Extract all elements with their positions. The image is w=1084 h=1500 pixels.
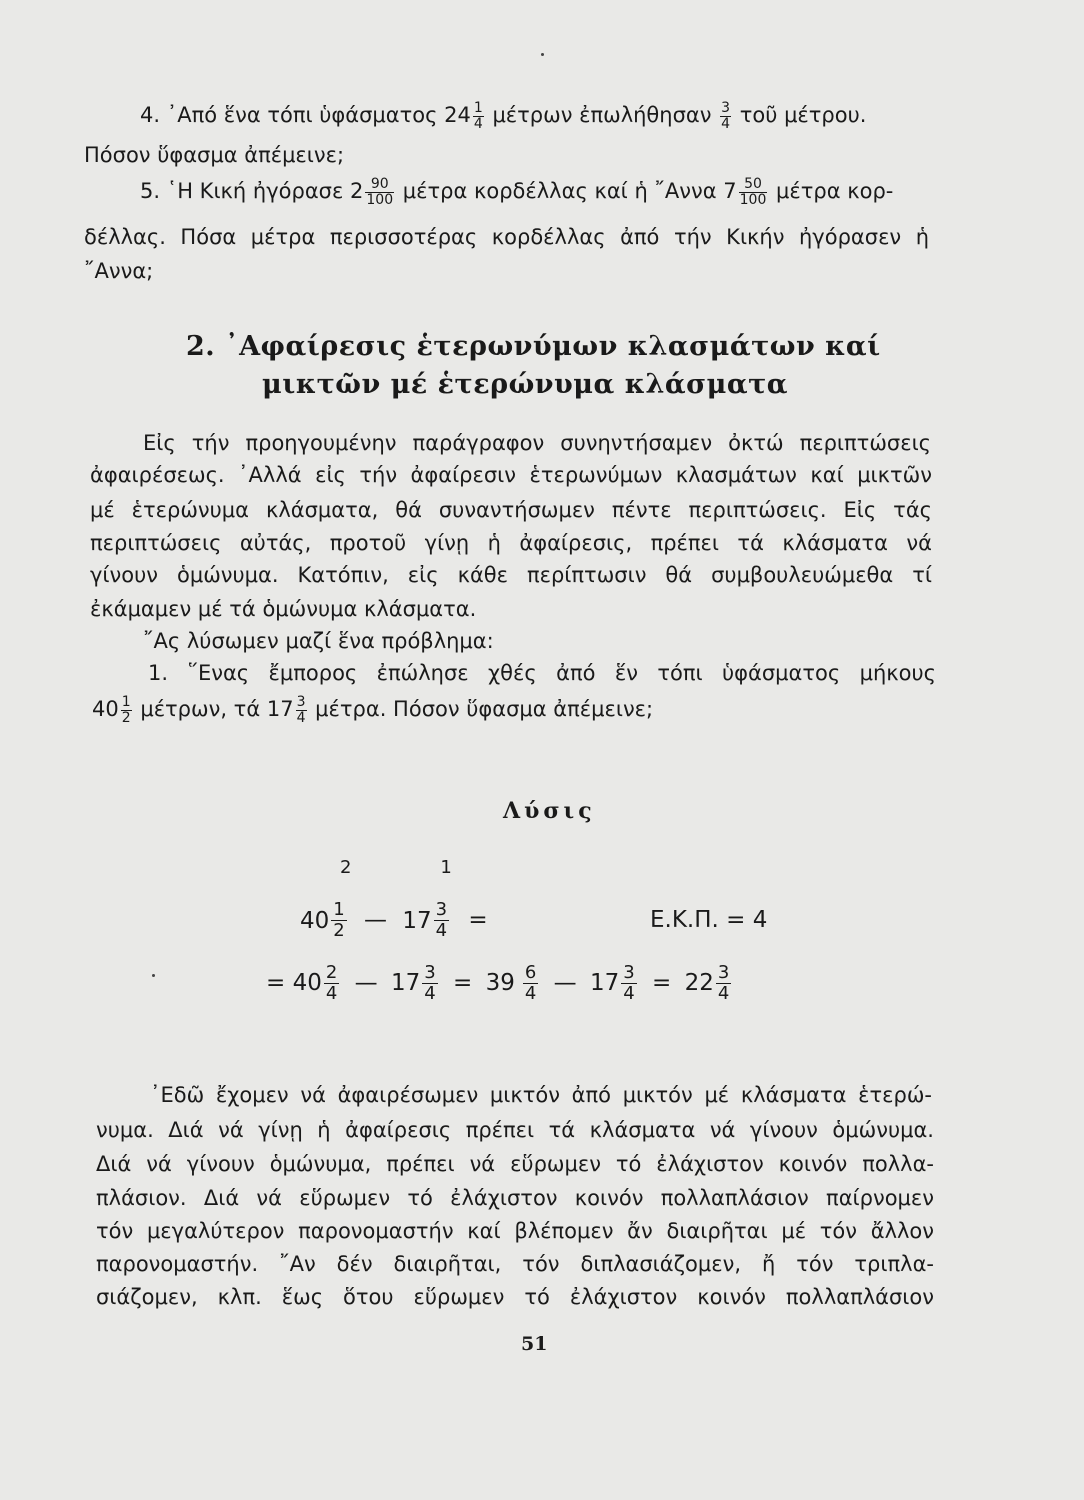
whole-part: 40	[92, 697, 119, 721]
exercise-4-line-1	[140, 100, 866, 132]
explanation-line-7: σιάζομεν, κλπ. ἕως ὅτου εὕρωμεν τό ἐλάχιστον κοινόν πολλαπλάσιον	[96, 1285, 934, 1309]
minus-sign: —	[354, 970, 378, 996]
speck	[152, 974, 155, 977]
text-run: μέτρα κορ-	[769, 179, 894, 203]
whole-part: 17	[390, 970, 421, 996]
numerator: 3	[424, 962, 436, 983]
intro-line-1: Εἰς τήν προηγουμένην παράγραφον συνηντήσαμεν ὀκτώ περιπτώσεις	[143, 431, 931, 455]
explanation-line-1: ᾿Εδῶ ἔχομεν νά ἀφαιρέσωμεν μικτόν ἀπό μικτόν μέ κλάσματα ἑτερώ-	[150, 1083, 932, 1107]
text-run: 4. ᾿Από ἕνα τόπι ὑφάσματος 24	[140, 103, 471, 127]
explanation-line-6: παρονομαστήν. ῎Αν δέν διαιρῆται, τόν διπλασιάζομεν, ἤ τόν τριπλα-	[96, 1252, 934, 1276]
numerator: 2	[325, 962, 338, 983]
minus-sign: —	[553, 970, 577, 996]
fraction	[121, 695, 132, 726]
numerator: 3	[296, 693, 306, 710]
whole-part: 40	[292, 970, 322, 996]
text-run: μέτρα κορδέλλας καί ἡ ῎Αννα 7	[396, 179, 737, 203]
fraction	[422, 963, 437, 1004]
equals-sign: =	[468, 907, 488, 933]
fraction	[720, 101, 731, 132]
fraction	[434, 900, 449, 941]
denominator: 4	[296, 709, 306, 726]
numerator: 1	[121, 693, 131, 710]
intro-line-2: ἀφαιρέσεως. ᾿Αλλά εἰς τήν ἀφαίρεσιν ἑτερωνύμων κλασμάτων καί μικτῶν	[90, 463, 932, 487]
fraction	[324, 963, 339, 1004]
denominator: 2	[121, 709, 131, 726]
problem-line-2	[92, 694, 653, 726]
intro-line-6: ἐκάμαμεν μέ τά ὁμώνυμα κλάσματα.	[90, 597, 477, 621]
fraction	[365, 177, 394, 208]
fraction	[621, 963, 636, 1004]
explanation-line-4: πλάσιον. Διά νά εὕρωμεν τό ἐλάχιστον κοινόν πολλαπλάσιον παίρνομεν	[96, 1186, 934, 1210]
denominator: 4	[325, 983, 338, 1004]
numerator: 3	[721, 99, 731, 116]
whole-part: 40	[300, 907, 330, 934]
fraction	[716, 963, 731, 1004]
explanation-line-3: Διά νά γίνουν ὁμώνυμα, πρέπει νά εὕρωμεν τό ἐλάχιστον κοινόν πολλα-	[96, 1152, 934, 1176]
equals-sign: =	[266, 970, 286, 996]
numerator: 6	[524, 962, 537, 983]
problem-line-1: 1. ῞Ενας ἔμπορος ἐπώλησε χθές ἀπό ἕν τόπι ὑφάσματος μήκους	[148, 661, 936, 685]
lcm-label: Ε.Κ.Π. = 4	[650, 907, 768, 933]
numerator: 3	[717, 962, 730, 983]
section-title-line-2: μικτῶν μέ ἑτερώνυμα κλάσματα	[262, 369, 789, 400]
numerator: 1	[473, 99, 483, 116]
explanation-line-5: τόν μεγαλύτερον παρονομαστήν καί βλέπομεν ἄν διαιρῆται μέ τόν ἄλλον	[96, 1219, 934, 1243]
denominator: 4	[435, 920, 448, 941]
minus-sign: —	[364, 907, 388, 933]
section-title-line-1: 2. ᾿Αφαίρεσις ἑτερωνύμων κλασμάτων καί	[186, 331, 881, 362]
intro-line-3: μέ ἑτερώνυμα κλάσματα, θά συναντήσωμεν πέντε περιπτώσεις. Εἰς τάς	[90, 498, 932, 522]
mixed-number	[402, 856, 452, 946]
whole-part: 17	[589, 970, 620, 996]
fraction	[523, 963, 538, 1004]
solution-title: Λύσις	[503, 798, 596, 824]
whole-part: 22	[684, 970, 714, 996]
intro-line-7: ῎Ας λύσωμεν μαζί ἕνα πρόβλημα:	[143, 629, 494, 653]
fraction	[296, 695, 307, 726]
whole-part: 39	[485, 970, 515, 996]
intro-line-5: γίνουν ὁμώνυμα. Κατόπιν, εἰς κάθε περίπτωσιν θά συμβουλευώμεθα τί	[90, 563, 932, 587]
denominator: 4	[623, 983, 635, 1004]
text-run: τοῦ μέτρου.	[733, 103, 867, 127]
text-run: μέτρα. Πόσον ὕφασμα ἀπέμεινε;	[308, 697, 654, 721]
fraction	[473, 101, 484, 132]
exercise-5-line-1	[140, 176, 893, 208]
denominator: 100	[366, 191, 394, 208]
equation-row-2	[266, 958, 733, 1008]
numerator: 50	[739, 177, 768, 193]
numerator: 90	[365, 177, 394, 193]
denominator: 100	[739, 191, 767, 208]
denominator: 4	[524, 983, 537, 1004]
text-run: 5. ῾Η Κική ἠγόρασε 2	[140, 179, 364, 203]
fraction	[331, 900, 346, 941]
denominator: 4	[473, 115, 483, 132]
denominator: 4	[721, 115, 731, 132]
mixed-number	[300, 856, 352, 946]
exercise-5-line-3: ῎Αννα;	[84, 259, 154, 283]
numerator: 3	[435, 899, 448, 920]
equation-row-1	[300, 856, 488, 946]
numerator: 3	[623, 962, 635, 983]
exercise-5-line-2: δέλλας. Πόσα μέτρα περισσοτέρας κορδέλλας ἀπό τήν Κικήν ἠγόρασεν ἡ	[84, 225, 929, 249]
fraction	[739, 177, 768, 208]
lcm-multiplier: 2	[340, 856, 352, 878]
speck	[541, 53, 544, 56]
page-number: 51	[521, 1333, 548, 1355]
whole-part: 17	[402, 907, 432, 934]
denominator: 4	[424, 983, 436, 1004]
denominator: 2	[333, 920, 345, 941]
text-run: μέτρων, τά 17	[133, 697, 294, 721]
lcm-multiplier: 1	[440, 856, 452, 878]
denominator: 4	[717, 983, 730, 1004]
text-run: μέτρων ἐπωλήθησαν	[485, 103, 719, 127]
equals-sign: =	[652, 970, 672, 996]
equals-sign: =	[453, 970, 473, 996]
explanation-line-2: νυμα. Διά νά γίνῃ ἡ ἀφαίρεσις πρέπει τά κλάσματα νά γίνουν ὁμώνυμα.	[96, 1118, 934, 1142]
intro-line-4: περιπτώσεις αὐτάς, προτοῦ γίνῃ ἡ ἀφαίρεσις, πρέπει τά κλάσματα νά	[90, 531, 932, 555]
exercise-4-line-2: Πόσον ὕφασμα ἀπέμεινε;	[84, 143, 345, 167]
numerator: 1	[333, 899, 345, 920]
